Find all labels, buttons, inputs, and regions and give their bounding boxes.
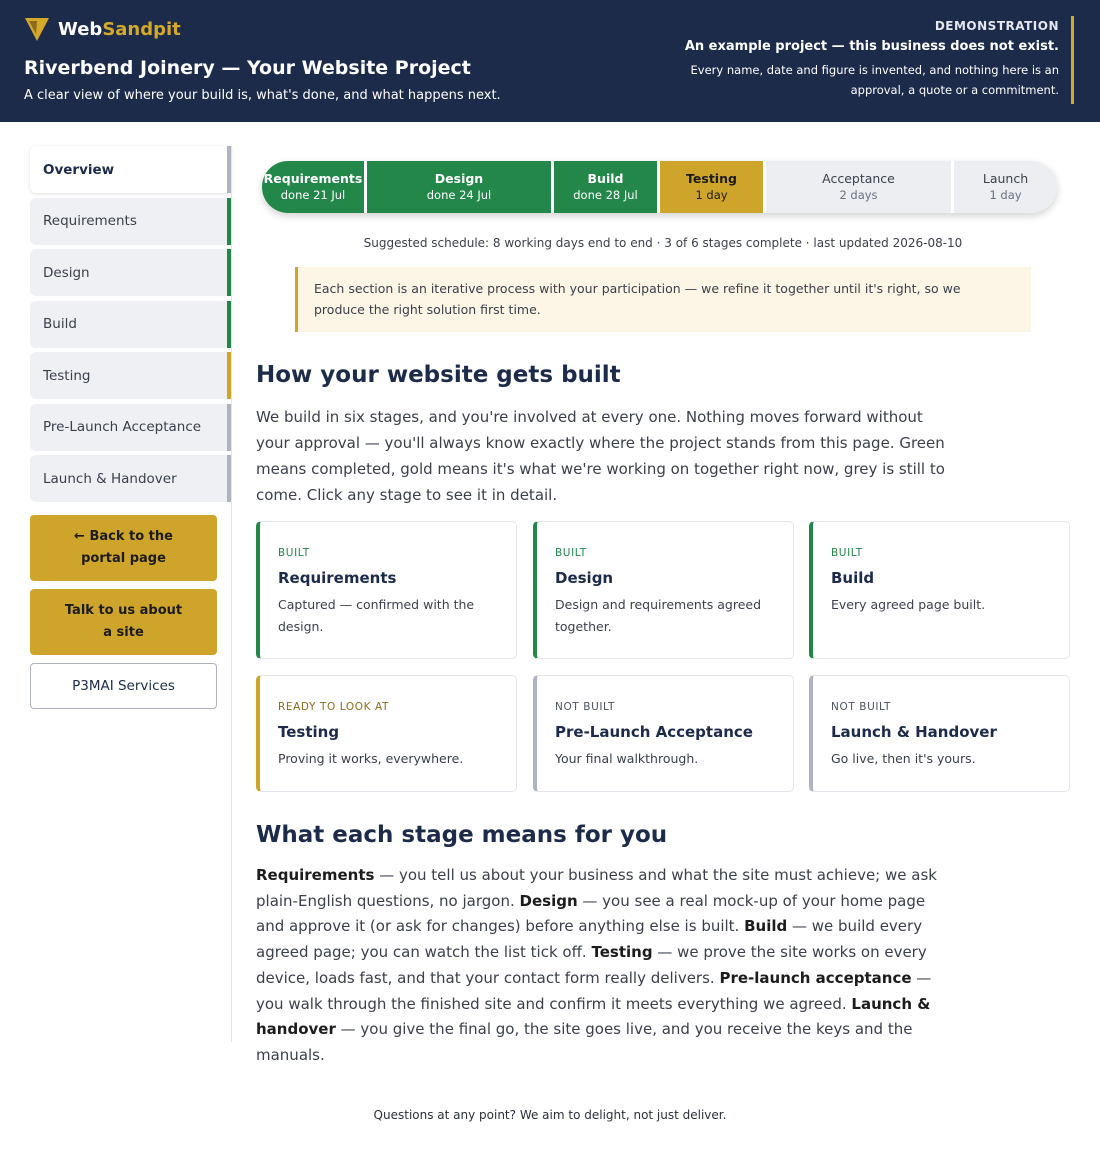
stage-card-build[interactable] xyxy=(809,521,1070,659)
step-testing[interactable]: Testing 1 day xyxy=(660,161,763,213)
demo-body: Every name, date and figure is invented, and nothing here is an approval, a quote or a commitment. xyxy=(690,63,1059,97)
sidebar-item-design[interactable]: Design xyxy=(30,249,231,296)
footer-tagline: Questions at any point? We aim to delight, not just deliver. xyxy=(373,1108,727,1122)
card-description: Proving it works, everywhere. xyxy=(278,751,464,766)
sidebar-item-testing[interactable]: Testing xyxy=(30,352,231,399)
card-status: BUILT xyxy=(555,547,587,559)
step-build[interactable]: Build done 28 Jul xyxy=(554,161,657,213)
card-status: BUILT xyxy=(831,547,863,559)
card-status: BUILT xyxy=(278,547,310,559)
sidebar-item-build[interactable]: Build xyxy=(30,301,231,348)
project-title: Riverbend Joinery — Your Website Project xyxy=(24,57,471,79)
card-title: Pre-Launch Acceptance xyxy=(555,723,753,741)
section-heading-stage-meaning: What each stage means for you xyxy=(256,822,668,848)
demo-notice xyxy=(634,16,1074,104)
section-intro: We build in six stages, and you're involved at every one. Nothing moves forward without your approval — you'll always know exactly where the project stands from this page. Green means completed, gold means it's what we're working on together right now, grey is still to come. Click any stage to see it in detail. xyxy=(256,408,945,504)
card-status: READY TO LOOK AT xyxy=(278,701,390,713)
page-header xyxy=(0,0,1100,122)
sidebar-divider xyxy=(231,146,232,1042)
card-description: Go live, then it's yours. xyxy=(831,751,976,766)
stage-card-testing[interactable] xyxy=(256,675,517,792)
card-description: Every agreed page built. xyxy=(831,597,986,612)
card-title: Build xyxy=(831,569,875,587)
card-status: NOT BUILT xyxy=(555,701,616,713)
step-acceptance[interactable]: Acceptance 2 days xyxy=(766,161,951,213)
step-launch[interactable]: Launch 1 day xyxy=(954,161,1057,213)
stage-card-requirements[interactable] xyxy=(256,521,517,659)
schedule-summary: Suggested schedule: 8 working days end to end · 3 of 6 stages complete · last updated 2026-08-10 xyxy=(363,236,963,250)
stage-stepper xyxy=(262,161,1057,213)
sidebar-item-launch-handover[interactable]: Launch & Handover xyxy=(30,455,231,502)
iterative-process-note: Each section is an iterative process with your participation — we refine it together until it's right, so we produce the right solution first time. xyxy=(295,267,1031,332)
sidebar-item-requirements[interactable]: Requirements xyxy=(30,198,231,245)
card-title: Testing xyxy=(278,723,340,741)
step-design[interactable]: Design done 24 Jul xyxy=(367,161,551,213)
back-to-portal-button[interactable]: ← Back to the portal page xyxy=(30,515,217,581)
demo-heading: An example project — this business does not exist. xyxy=(684,39,1059,54)
stage-card-design[interactable] xyxy=(533,521,794,659)
stage-card-launch-handover[interactable] xyxy=(809,675,1070,792)
sidebar-item-overview[interactable]: Overview xyxy=(30,146,231,193)
brand-logo[interactable] xyxy=(24,16,181,42)
brand-name: WebSandpit xyxy=(58,18,181,40)
card-status: NOT BUILT xyxy=(831,701,892,713)
card-description: Captured — confirmed with the design. xyxy=(278,597,475,634)
talk-to-us-button[interactable]: Talk to us about a site xyxy=(30,589,217,655)
card-title: Launch & Handover xyxy=(831,723,997,741)
card-title: Design xyxy=(555,569,614,587)
card-description: Your final walkthrough. xyxy=(555,751,699,766)
card-title: Requirements xyxy=(278,569,397,587)
sidebar-nav xyxy=(30,146,231,709)
project-subtitle: A clear view of where your build is, what's done, and what happens next. xyxy=(24,88,501,103)
services-button[interactable]: P3MAI Services xyxy=(30,663,217,709)
stage-meaning-text: Requirements — you tell us about your business and what the site must achieve; we ask plain-English questions, no jargon. Design — you see a real mock-up of your home page and approve it (or ask for changes) before anything else is built. Build — we build every agreed page; you can watch the list tick off. Testing — we prove the site works on every device, loads fast, and that your contact form really delivers. Pre-launch acceptance — you walk through the finished site and confirm it meets everything we agreed. Launch & handover — you give the final go, the site goes live, and you receive the keys and the manuals. xyxy=(256,866,937,1064)
sidebar-item-pre-launch-acceptance[interactable]: Pre-Launch Acceptance xyxy=(30,404,231,451)
stage-card-pre-launch-acceptance[interactable] xyxy=(533,675,794,792)
demo-tag: DEMONSTRATION xyxy=(934,19,1059,33)
section-heading-how-built: How your website gets built xyxy=(256,362,621,388)
step-requirements[interactable]: Requirements done 21 Jul xyxy=(262,161,364,213)
triangle-logo-icon xyxy=(24,16,50,42)
card-description: Design and requirements agreed together. xyxy=(555,597,762,634)
